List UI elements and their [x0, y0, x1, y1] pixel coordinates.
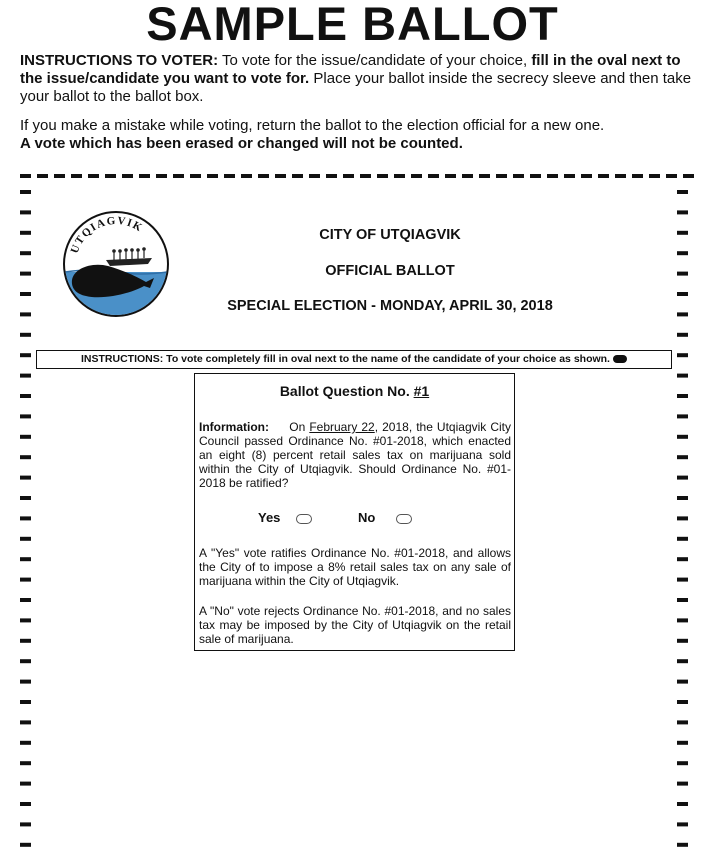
left-timing-mark	[20, 312, 31, 316]
no-oval[interactable]	[396, 514, 412, 524]
top-timing-mark	[258, 174, 269, 178]
top-timing-mark	[462, 174, 473, 178]
right-timing-mark	[677, 353, 688, 357]
right-timing-mark	[677, 516, 688, 520]
left-timing-mark	[20, 720, 31, 724]
left-timing-mark	[20, 516, 31, 520]
right-timing-mark	[677, 292, 688, 296]
top-timing-mark	[275, 174, 286, 178]
information-date: February 22	[309, 420, 375, 434]
question-title-prefix: Ballot Question No.	[279, 383, 414, 399]
instructions-bold: fill in the oval next to the issue/candidate you want to vote for.	[20, 52, 681, 87]
top-timing-mark	[156, 174, 167, 178]
right-timing-mark	[677, 231, 688, 235]
city-seal	[62, 210, 170, 323]
top-timing-mark	[513, 174, 524, 178]
right-timing-mark	[677, 476, 688, 480]
right-timing-mark	[677, 557, 688, 561]
information-pre: On	[289, 420, 310, 434]
top-timing-mark	[411, 174, 422, 178]
left-timing-mark	[20, 680, 31, 684]
instructions-text-1: To vote for the issue/candidate of your choice,	[218, 52, 532, 69]
left-timing-mark	[20, 231, 31, 235]
top-timing-mark	[105, 174, 116, 178]
top-timing-mark	[292, 174, 303, 178]
right-timing-mark	[677, 394, 688, 398]
ballot-title: SAMPLE BALLOT	[146, 0, 559, 50]
information-text: , 2018, the Utqiagvik City Council passed Ordinance No. #01-2018, which enacted an eight (8) percent retail sales tax on marijuana sold within the City of Utqiagvik. Should Ordinance No. #01-2018 be ratified?	[199, 420, 511, 490]
left-timing-mark	[20, 822, 31, 826]
question-title	[195, 384, 514, 398]
top-timing-mark	[632, 174, 643, 178]
left-timing-mark	[20, 537, 31, 541]
top-timing-mark	[88, 174, 99, 178]
seal-text: UTQIAGVIK	[68, 214, 146, 256]
top-timing-mark	[530, 174, 541, 178]
left-timing-mark	[20, 251, 31, 255]
top-timing-mark	[649, 174, 660, 178]
right-timing-mark	[677, 822, 688, 826]
top-timing-mark	[207, 174, 218, 178]
right-timing-mark	[677, 374, 688, 378]
left-timing-mark	[20, 496, 31, 500]
left-timing-mark	[20, 782, 31, 786]
left-timing-mark	[20, 414, 31, 418]
top-timing-mark	[20, 174, 31, 178]
official-ballot-label: OFFICIAL BALLOT	[325, 263, 455, 279]
right-timing-mark	[677, 455, 688, 459]
left-timing-mark	[20, 292, 31, 296]
no-label: No	[358, 510, 376, 525]
yes-oval[interactable]	[296, 514, 312, 524]
left-timing-mark	[20, 455, 31, 459]
right-timing-mark	[677, 639, 688, 643]
right-timing-mark	[677, 210, 688, 214]
top-timing-mark	[71, 174, 82, 178]
no-explanation: A "No" vote rejects Ordinance No. #01-2018, and no sales tax may be imposed by the City of Utqiagvik on the retail sale of marijuana.	[199, 604, 511, 646]
top-timing-mark	[615, 174, 626, 178]
top-timing-mark	[37, 174, 48, 178]
top-timing-mark	[428, 174, 439, 178]
top-timing-mark	[496, 174, 507, 178]
left-timing-mark	[20, 578, 31, 582]
fill-instructions-text: INSTRUCTIONS: To vote completely fill in oval next to the name of the candidate of your choice as shown.	[81, 353, 610, 365]
question-information	[199, 420, 511, 490]
left-timing-mark	[20, 843, 31, 847]
left-timing-mark	[20, 333, 31, 337]
right-timing-mark	[677, 251, 688, 255]
top-timing-mark	[54, 174, 65, 178]
top-timing-mark	[581, 174, 592, 178]
left-timing-mark	[20, 618, 31, 622]
left-timing-mark	[20, 700, 31, 704]
top-timing-mark	[479, 174, 490, 178]
top-timing-mark	[139, 174, 150, 178]
top-timing-mark	[683, 174, 694, 178]
right-timing-mark	[677, 333, 688, 337]
top-timing-mark	[666, 174, 677, 178]
city-name: CITY OF UTQIAGVIK	[319, 227, 461, 243]
top-timing-mark	[190, 174, 201, 178]
election-label: SPECIAL ELECTION - MONDAY, APRIL 30, 2018	[227, 298, 553, 314]
right-timing-mark	[677, 741, 688, 745]
right-timing-mark	[677, 414, 688, 418]
right-timing-mark	[677, 578, 688, 582]
mistake-bold: A vote which has been erased or changed will not be counted.	[20, 135, 463, 152]
left-timing-mark	[20, 802, 31, 806]
top-timing-mark	[309, 174, 320, 178]
city-seal-icon	[62, 210, 170, 318]
left-timing-mark	[20, 476, 31, 480]
right-timing-mark	[677, 802, 688, 806]
left-timing-mark	[20, 761, 31, 765]
right-timing-mark	[677, 680, 688, 684]
right-timing-mark	[677, 496, 688, 500]
top-timing-mark	[326, 174, 337, 178]
left-timing-mark	[20, 639, 31, 643]
yes-label: Yes	[258, 510, 281, 525]
top-timing-mark	[241, 174, 252, 178]
top-timing-mark	[122, 174, 133, 178]
top-timing-mark	[343, 174, 354, 178]
left-timing-mark	[20, 659, 31, 663]
top-timing-mark	[224, 174, 235, 178]
left-timing-mark	[20, 374, 31, 378]
right-timing-mark	[677, 782, 688, 786]
left-timing-mark	[20, 272, 31, 276]
instructions-label: INSTRUCTIONS TO VOTER:	[20, 52, 219, 69]
left-timing-mark	[20, 190, 31, 194]
top-timing-mark	[394, 174, 405, 178]
right-timing-mark	[677, 700, 688, 704]
left-timing-mark	[20, 741, 31, 745]
top-timing-mark	[564, 174, 575, 178]
left-timing-mark	[20, 435, 31, 439]
right-timing-mark	[677, 598, 688, 602]
ballot-question-box	[194, 373, 515, 651]
filled-oval-example-icon	[613, 355, 627, 363]
left-timing-mark	[20, 394, 31, 398]
right-timing-mark	[677, 618, 688, 622]
right-timing-mark	[677, 190, 688, 194]
top-timing-mark	[377, 174, 388, 178]
instructions-text-2: Place your ballot inside the secrecy sleeve and then take your ballot to the ballot box.	[20, 70, 692, 105]
fill-instructions	[36, 350, 672, 369]
right-timing-mark	[677, 435, 688, 439]
information-label: Information:	[199, 420, 269, 434]
right-timing-mark	[677, 537, 688, 541]
top-timing-mark	[598, 174, 609, 178]
left-timing-mark	[20, 557, 31, 561]
right-timing-mark	[677, 272, 688, 276]
right-timing-mark	[677, 312, 688, 316]
right-timing-mark	[677, 843, 688, 847]
right-timing-mark	[677, 659, 688, 663]
top-timing-mark	[173, 174, 184, 178]
left-timing-mark	[20, 598, 31, 602]
top-timing-mark	[360, 174, 371, 178]
left-timing-mark	[20, 353, 31, 357]
top-timing-mark	[445, 174, 456, 178]
top-timing-mark	[547, 174, 558, 178]
left-timing-mark	[20, 210, 31, 214]
mistake-text: If you make a mistake while voting, return the ballot to the election official for a new one.	[20, 117, 605, 134]
yes-explanation: A "Yes" vote ratifies Ordinance No. #01-2018, and allows the City of to impose a 8% retail sales tax on any sale of marijuana within the City of Utqiagvik.	[199, 546, 511, 588]
question-number: #1	[413, 383, 430, 399]
right-timing-mark	[677, 720, 688, 724]
right-timing-mark	[677, 761, 688, 765]
